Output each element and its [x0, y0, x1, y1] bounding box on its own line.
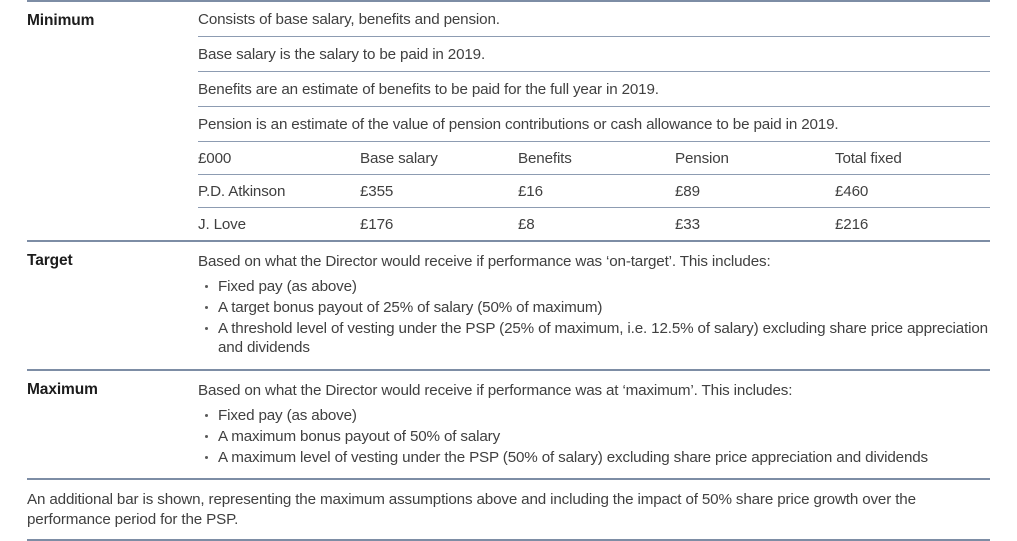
table-cell-total-fixed: £216	[835, 208, 990, 241]
table-header-cell: £000	[198, 142, 360, 175]
table-cell-pension: £89	[675, 175, 835, 208]
minimum-line-3: Benefits are an estimate of benefits to be paid for the full year in 2019.	[198, 81, 659, 98]
list-item: A maximum bonus payout of 50% of salary	[198, 427, 990, 447]
footnote-text: An additional bar is shown, representing the maximum assumptions above and including the impact of 50% share price growth over the performance period for the PSP.	[27, 491, 916, 528]
table-header-cell: Base salary	[360, 142, 518, 175]
section-content-minimum	[198, 2, 990, 240]
table-row	[198, 175, 990, 208]
section-minimum	[27, 2, 990, 240]
table-bottom-rule	[27, 539, 990, 541]
table-header-cell: Pension	[675, 142, 835, 175]
table-cell-pension: £33	[675, 208, 835, 241]
table-cell-base-salary: £176	[360, 208, 518, 241]
section-target	[27, 242, 990, 369]
section-label-target: Target	[27, 252, 73, 269]
table-header-cell: Total fixed	[835, 142, 990, 175]
minimum-line-4: Pension is an estimate of the value of pension contributions or cash allowance to be paid in 2019.	[198, 116, 839, 133]
minimum-line-1: Consists of base salary, benefits and pension.	[198, 11, 500, 28]
list-item: A maximum level of vesting under the PSP (50% of salary) excluding share price appreciation and dividends	[198, 448, 990, 468]
minimum-line-2: Base salary is the salary to be paid in 2019.	[198, 46, 486, 63]
section-content-maximum	[198, 371, 990, 478]
table-cell-base-salary: £355	[360, 175, 518, 208]
table-header-cell: Benefits	[518, 142, 675, 175]
maximum-bullet-list	[198, 402, 990, 478]
fixed-pay-table	[198, 141, 990, 240]
table-row	[198, 208, 990, 241]
table-cell-benefits: £8	[518, 208, 675, 241]
table-cell-total-fixed: £460	[835, 175, 990, 208]
table-cell-director: J. Love	[198, 208, 360, 241]
section-label-maximum: Maximum	[27, 381, 98, 398]
list-item: A threshold level of vesting under the PSP (25% of maximum, i.e. 12.5% of salary) excluding share price appreciation and dividends	[198, 319, 990, 359]
list-item: Fixed pay (as above)	[198, 406, 990, 426]
section-maximum	[27, 371, 990, 478]
target-intro: Based on what the Director would receive if performance was ‘on-target’. This includes:	[198, 253, 771, 270]
table-cell-benefits: £16	[518, 175, 675, 208]
list-item: Fixed pay (as above)	[198, 277, 990, 297]
list-item: A target bonus payout of 25% of salary (50% of maximum)	[198, 298, 990, 318]
target-bullet-list	[198, 273, 990, 369]
table-header-row	[198, 142, 990, 175]
section-label-minimum: Minimum	[27, 12, 95, 29]
section-content-target	[198, 242, 990, 369]
maximum-intro: Based on what the Director would receive if performance was at ‘maximum’. This includes:	[198, 382, 793, 399]
table-cell-director: P.D. Atkinson	[198, 175, 360, 208]
